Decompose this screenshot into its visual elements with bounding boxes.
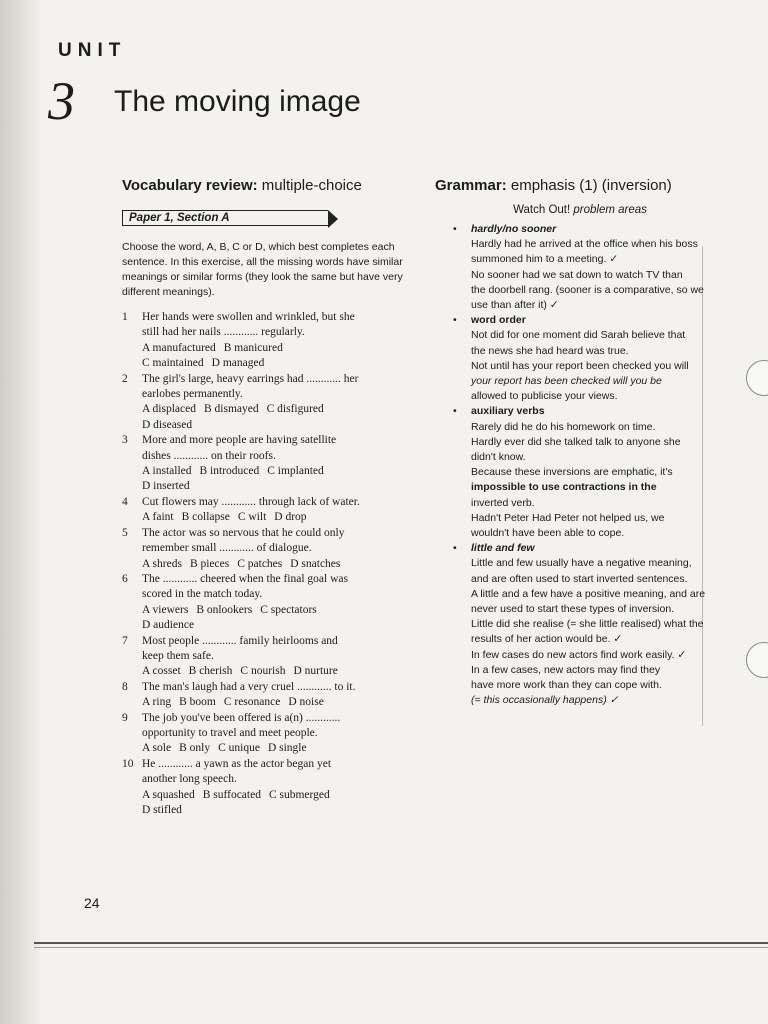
answer-option: A displaced: [142, 403, 196, 416]
answer-option: D managed: [211, 357, 265, 370]
topic-line: Hardly ever did she talked talk to anyone she: [471, 435, 681, 448]
topic-line: Little and few usually have a negative meaning,: [471, 557, 692, 570]
grammar-section: [435, 176, 725, 709]
question-item: [122, 372, 412, 434]
topic-line: the news she had heard was true.: [471, 344, 629, 357]
question-text: The girl's large, heavy earrings had ............ her: [142, 372, 359, 385]
topic-line: didn't know.: [471, 451, 526, 464]
answer-option: D noise: [288, 696, 324, 709]
watch-out-heading: [435, 204, 725, 216]
answer-option: B cherish: [188, 665, 233, 678]
question-text: Cut flowers may ............ through lack of water.: [142, 495, 360, 508]
question-text: opportunity to travel and meet people.: [142, 726, 318, 739]
topic-line: impossible to use contractions in the: [471, 481, 657, 494]
grammar-heading: [435, 176, 725, 196]
options-row: [142, 464, 412, 479]
answer-option: B dismayed: [203, 403, 259, 416]
instructions: Choose the word, A, B, C or D, which best completes each sentence. In this exercise, all the missing words have similar meanings or similar forms (they look the same but have very different meanings).: [122, 241, 403, 298]
vocabulary-heading-bold: Vocabulary review:: [122, 177, 258, 194]
punch-hole: [746, 360, 768, 396]
paper-tag: [122, 210, 328, 226]
topic-title: word order: [471, 314, 526, 327]
grammar-topics: [435, 222, 725, 709]
topic-line: summoned him to a meeting. ✓: [471, 253, 619, 266]
options-row: [142, 664, 412, 679]
options-row: [142, 741, 412, 756]
answer-option: A faint: [142, 511, 174, 524]
grammar-heading-bold: Grammar:: [435, 177, 507, 194]
options-row: [142, 695, 412, 710]
question-item: [122, 572, 412, 634]
question-number: 5: [122, 526, 128, 539]
question-item: [122, 310, 412, 372]
question-text: More and more people are having satellite: [142, 434, 337, 447]
topic-title: auxiliary verbs: [471, 405, 545, 418]
options-row: [142, 603, 412, 618]
options-row: [142, 418, 412, 433]
answer-option: D inserted: [142, 480, 190, 493]
bullet-icon: •: [453, 542, 457, 555]
question-text: The actor was so nervous that he could only: [142, 526, 345, 539]
bullet-icon: •: [453, 223, 457, 235]
answer-option: C patches: [237, 557, 283, 570]
watch-out-sub: problem areas: [570, 204, 647, 216]
question-text: still had her nails ............ regularly.: [142, 326, 305, 339]
answer-option: B onlookers: [196, 603, 253, 616]
vocabulary-section: [122, 176, 412, 818]
grammar-topic: [435, 222, 725, 313]
topic-line: In few cases do new actors find work easily. ✓: [471, 648, 687, 661]
answer-option: B pieces: [189, 557, 230, 570]
question-number: 8: [122, 680, 128, 693]
topic-line: Hadn't Peter Had Peter not helped us, we: [471, 511, 665, 524]
question-text: He ............ a yawn as the actor began yet: [142, 757, 332, 770]
unit-title: The moving image: [114, 85, 361, 118]
topic-title: little and few: [471, 542, 535, 555]
answer-option: C disfigured: [266, 403, 324, 416]
answer-option: A viewers: [142, 603, 189, 616]
options-row: [142, 341, 412, 356]
answer-option: C maintained: [142, 357, 204, 370]
grammar-topic: [435, 541, 725, 708]
question-text: another long speech.: [142, 773, 237, 786]
topic-line: Little did she realise (= she little realised) what the: [471, 618, 704, 631]
answer-option: C unique: [218, 742, 260, 755]
question-item: [122, 433, 412, 495]
question-text: earlobes permanently.: [142, 388, 243, 401]
answer-option: A sole: [142, 742, 172, 755]
question-text: remember small ............ of dialogue.: [142, 542, 312, 555]
topic-line: Rarely did he do his homework on time.: [471, 420, 656, 433]
answer-option: B boom: [179, 696, 216, 709]
question-text: The job you've been offered is a(n) ............: [142, 711, 341, 724]
question-text: Most people ............ family heirlooms and: [142, 634, 338, 647]
options-row: [142, 510, 412, 525]
question-item: [122, 634, 412, 680]
question-text: keep them safe.: [142, 649, 214, 662]
question-item: [122, 495, 412, 526]
answer-option: A squashed: [142, 788, 195, 801]
answer-option: D diseased: [142, 418, 193, 431]
options-row: [142, 618, 412, 633]
answer-option: D stifled: [142, 804, 182, 816]
topic-line: never used to start these types of inversion.: [471, 603, 675, 616]
question-number: 10: [122, 757, 134, 770]
topic-line: the doorbell rang. (sooner is a comparative, so we: [471, 283, 704, 296]
bullet-icon: •: [453, 314, 457, 327]
unit-label: UNIT: [58, 40, 127, 61]
grammar-heading-rest: emphasis (1) (inversion): [506, 177, 672, 194]
options-row: [142, 557, 412, 572]
answer-option: D audience: [142, 619, 195, 632]
answer-option: C resonance: [223, 696, 281, 709]
answer-option: D nurture: [293, 665, 338, 678]
answer-option: D snatches: [290, 557, 341, 570]
topic-line: wouldn't have been able to cope.: [471, 527, 625, 540]
page-binding-shadow: [0, 0, 40, 1024]
options-row: [142, 479, 412, 494]
topic-line: Hardly had he arrived at the office when his boss: [471, 238, 698, 251]
bottom-rule: [34, 942, 768, 944]
bottom-rule: [34, 947, 768, 948]
answer-option: C spectators: [260, 603, 317, 616]
topic-line: allowed to publicise your views.: [471, 390, 618, 403]
topic-line: A little and a few have a positive meaning, and are: [471, 587, 706, 600]
answer-option: C implanted: [267, 465, 324, 478]
question-item: [122, 680, 412, 711]
answer-option: A installed: [142, 465, 192, 478]
question-number: 1: [122, 311, 128, 323]
answer-option: D single: [267, 742, 307, 755]
topic-title: hardly/no sooner: [471, 223, 557, 235]
vocabulary-heading-rest: multiple-choice: [257, 177, 362, 194]
answer-option: C nourish: [240, 665, 286, 678]
question-number: 4: [122, 495, 128, 508]
answer-option: C wilt: [237, 511, 267, 524]
options-row: [142, 402, 412, 417]
topic-line: and are often used to start inverted sentences.: [471, 572, 688, 585]
question-text: scored in the match today.: [142, 588, 263, 601]
topic-line: Not until has your report been checked you will: [471, 359, 689, 372]
topic-line: inverted verb.: [471, 496, 535, 509]
punch-hole: [746, 642, 768, 678]
answer-option: B manicured: [223, 341, 283, 354]
question-number: 3: [122, 434, 128, 447]
unit-number: 3: [48, 71, 75, 131]
question-text: dishes ............ on their roofs.: [142, 449, 276, 462]
question-item: [122, 757, 412, 819]
grammar-topic: [435, 404, 725, 541]
answer-option: A shreds: [142, 557, 182, 570]
answer-option: B collapse: [181, 511, 230, 524]
question-number: 9: [122, 711, 128, 724]
grammar-topic: [435, 313, 725, 404]
vocabulary-heading: [122, 176, 412, 196]
question-item: [122, 526, 412, 572]
page-number: 24: [84, 895, 100, 911]
question-list: [122, 310, 412, 818]
question-item: [122, 711, 412, 757]
bullet-icon: •: [453, 405, 457, 418]
topic-line: No sooner had we sat down to watch TV than: [471, 268, 683, 281]
answer-option: A manufactured: [142, 341, 216, 354]
question-number: 6: [122, 572, 128, 585]
topic-line: (= this occasionally happens) ✓: [471, 694, 619, 707]
answer-option: B suffocated: [202, 788, 261, 801]
options-row: [142, 803, 412, 818]
topic-line: In a few cases, new actors may find they: [471, 663, 661, 676]
question-text: The ............ cheered when the final goal was: [142, 572, 348, 585]
answer-option: A cosset: [142, 665, 181, 678]
answer-option: B introduced: [199, 465, 260, 478]
watch-out-label: Watch Out!: [513, 204, 571, 216]
topic-line: use than after it) ✓: [471, 299, 559, 312]
question-text: The man's laugh had a very cruel ............ to it.: [142, 680, 356, 693]
options-row: [142, 788, 412, 803]
answer-option: B only: [179, 742, 211, 755]
answer-option: A ring: [142, 696, 172, 709]
question-text: Her hands were swollen and wrinkled, but she: [142, 311, 355, 323]
topic-line: Not did for one moment did Sarah believe that: [471, 329, 686, 342]
topic-line: results of her action would be. ✓: [471, 633, 623, 646]
answer-option: C submerged: [268, 788, 330, 801]
topic-line: Because these inversions are emphatic, it's: [471, 466, 673, 479]
question-number: 7: [122, 634, 128, 647]
question-number: 2: [122, 372, 128, 385]
answer-option: D drop: [274, 511, 307, 524]
options-row: [142, 356, 412, 371]
paper-tag-label: Paper 1, Section A: [129, 212, 230, 224]
topic-line: your report has been checked will you be: [471, 375, 662, 388]
topic-line: have more work than they can cope with.: [471, 679, 662, 692]
